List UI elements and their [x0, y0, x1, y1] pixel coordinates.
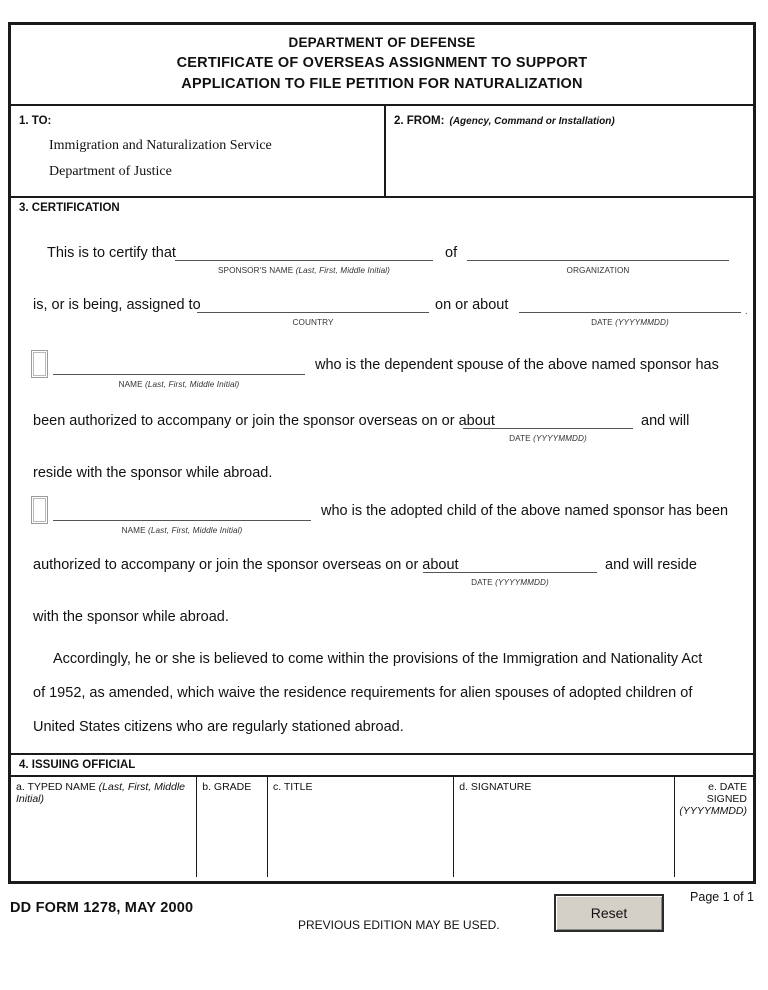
cell-date-signed-label: e. DATE SIGNED	[706, 780, 748, 805]
cert-line4-prefix: been authorized to accompany or join the sponsor overseas on or about	[33, 412, 495, 429]
cert-paragraph-line-2: of 1952, as amended, which waive the residence requirements for alien spouses of adopted children of	[33, 684, 693, 701]
caption-country: COUNTRY	[292, 317, 334, 327]
page-number: Page 1 of 1	[690, 890, 754, 904]
cert-spouse-text: who is the dependent spouse of the above named sponsor has	[315, 356, 719, 373]
trailing-punctuation: .	[745, 305, 748, 316]
field-from-hint: (Agency, Command or Installation)	[449, 115, 615, 127]
field-from[interactable]	[386, 106, 753, 196]
input-spouse-date[interactable]	[463, 428, 633, 429]
input-spouse-name[interactable]	[53, 374, 305, 375]
caption-spouse-name: NAME (Last, First, Middle Initial)	[118, 379, 240, 389]
cert-line1-of: of	[445, 244, 458, 261]
reset-button[interactable]: Reset	[554, 894, 664, 932]
field-to	[11, 106, 386, 196]
cell-title-label: c. TITLE	[272, 780, 313, 793]
cell-grade[interactable]	[197, 777, 268, 877]
input-sponsor-name[interactable]	[175, 260, 433, 261]
cert-line2-onorabout: on or about	[435, 296, 509, 313]
to-address-line-2: Department of Justice	[49, 163, 172, 179]
checkbox-adopted-child[interactable]	[31, 496, 48, 524]
cell-title[interactable]	[268, 777, 454, 877]
form-title-line-2: CERTIFICATE OF OVERSEAS ASSIGNMENT TO SUPPORT	[176, 54, 588, 71]
previous-edition-note: PREVIOUS EDITION MAY BE USED.	[298, 918, 500, 932]
cert-line7-prefix: authorized to accompany or join the sponsor overseas on or about	[33, 556, 459, 573]
cert-paragraph-line-1: Accordingly, he or she is believed to come within the provisions of the Immigration and Nationality Act	[53, 650, 703, 667]
form-identifier: DD FORM 1278, MAY 2000	[10, 900, 194, 916]
input-date-assigned[interactable]	[519, 312, 741, 313]
cert-paragraph-line-3: United States citizens who are regularly stationed abroad.	[33, 718, 404, 735]
form-title-block	[11, 25, 753, 106]
cell-signature[interactable]	[454, 777, 675, 877]
cert-line8: with the sponsor while abroad.	[33, 608, 229, 625]
checkbox-dependent-spouse[interactable]	[31, 350, 48, 378]
cell-typed-name-hint: (Last, First, Middle Initial)	[16, 780, 186, 805]
input-country[interactable]	[197, 312, 429, 313]
cell-signature-label: d. SIGNATURE	[459, 780, 532, 793]
cell-typed-name-label: a. TYPED NAME	[16, 780, 96, 793]
caption-child-name: NAME (Last, First, Middle Initial)	[121, 525, 243, 535]
input-child-name[interactable]	[53, 520, 311, 521]
cert-line4-suffix: and will	[641, 412, 690, 429]
form-title-line-3: APPLICATION TO FILE PETITION FOR NATURALIZATION	[181, 75, 583, 92]
section-header-certification: 3. CERTIFICATION	[19, 201, 120, 214]
form-page	[8, 22, 756, 884]
cert-line1-prefix: This is to certify that	[47, 244, 176, 261]
section-header-issuing-official: 4. ISSUING OFFICIAL	[11, 755, 753, 777]
input-child-date[interactable]	[423, 572, 597, 573]
cell-grade-label: b. GRADE	[202, 780, 252, 793]
cell-date-signed-hint: (YYYYMMDD)	[679, 804, 748, 817]
cell-date-signed[interactable]	[675, 777, 753, 877]
cell-typed-name[interactable]	[11, 777, 197, 877]
form-footer	[8, 888, 756, 958]
cert-child-text: who is the adopted child of the above named sponsor has been	[321, 502, 729, 519]
form-title-line-1: DEPARTMENT OF DEFENSE	[288, 35, 476, 50]
cert-line5: reside with the sponsor while abroad.	[33, 464, 273, 481]
caption-organization: ORGANIZATION	[566, 265, 630, 275]
caption-date-assigned: DATE (YYYYMMDD)	[591, 317, 669, 327]
cert-line2-prefix: is, or is being, assigned to	[33, 296, 201, 313]
certification-body	[11, 218, 753, 755]
caption-child-date: DATE (YYYYMMDD)	[471, 577, 549, 587]
issuing-official-table	[11, 777, 753, 877]
field-from-label: 2. FROM:	[394, 114, 445, 127]
caption-spouse-date: DATE (YYYYMMDD)	[509, 433, 587, 443]
caption-sponsor-name: SPONSOR'S NAME (Last, First, Middle Initial)	[217, 265, 391, 275]
to-address-line-1: Immigration and Naturalization Service	[49, 137, 272, 153]
field-to-label: 1. TO:	[19, 114, 52, 127]
input-organization[interactable]	[467, 260, 729, 261]
cert-line7-suffix: and will reside	[605, 556, 697, 573]
to-from-row	[11, 106, 753, 198]
